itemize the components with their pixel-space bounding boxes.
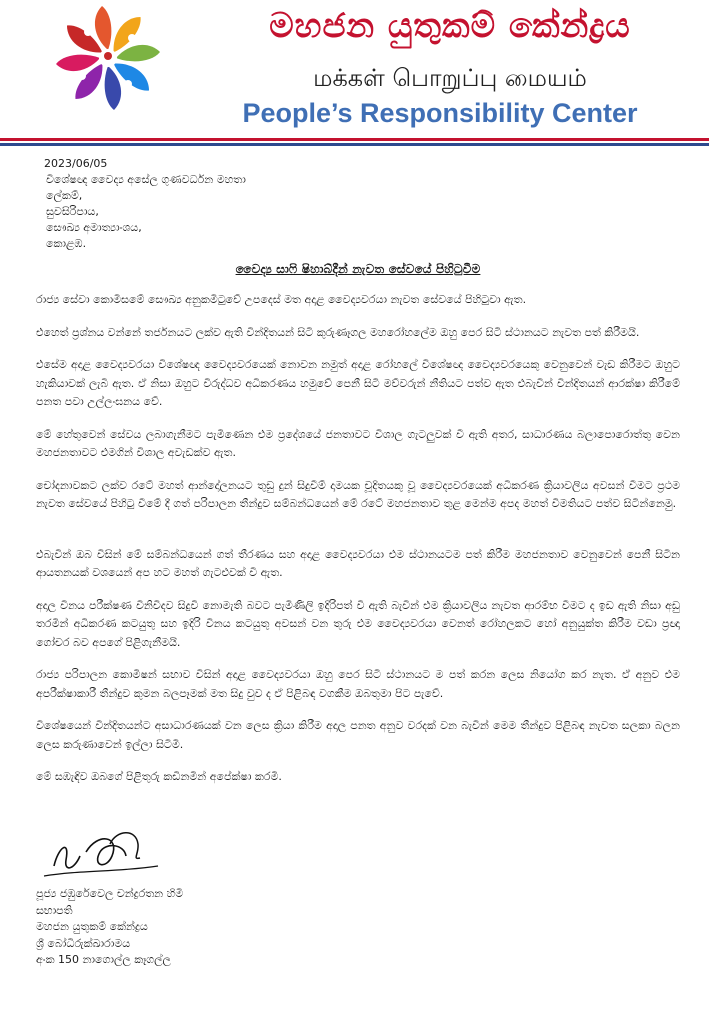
org-name-sinhala: මහජන යුතුකම් කේන්ද්‍රය [269, 6, 631, 46]
body-paragraph: එබැවින් ඔබ විසින් මේ සම්බන්ධයෙන් ගත් තීරණය සහ අදාළ වෛද්‍යවරයා එම ස්ථානයටම පත් කිරීම මහජනතාව වෙනුවෙන් පෙනී සිටින ආයතනයක් වශයෙන් අප හට මහත් ගැටළුවක් වී ඇත. [36, 547, 680, 579]
letterhead [0, 0, 709, 145]
signatory-address-line: ශ්‍රී බෝධිරුක්ඛාරාමය [36, 936, 131, 950]
body-paragraph: එහෙත් ප්‍රශ්නය වන්නේ තර්ජනයට ලක්ව ඇති වින්දිතයන් සිටි කුරුණෑගල මහරෝහලේම ඔහු පෙර සිටි ස්ථානයට නැවත පත් කිරීමයි. [36, 325, 640, 339]
body-paragraph: චෝදනාවකට ලක්ව රටේ මහත් ආන්දෝලනයට තුඩු දුන් සිදුවීම් දාමයක චූදිතයකු වූ වෛද්‍යවරයෙක් අධිකරණ ක්‍රියාවලිය අවසන් වීමට ප්‍රථම නැවත සේවයේ පිහිටු වීමේ දී ගත් පරිපාලන තීන්දුව සම්බන්ධයෙන් මේ රටේ මහජනතාව තුළ මෙන්ම අපද මහත් විමතියට පත්ව සිටින්නෙමු. [36, 478, 680, 510]
address-line: ලේකම්, [46, 189, 83, 202]
address-line: කොළඹ. [46, 237, 87, 250]
letter-body [36, 156, 680, 797]
body-paragraph: රාජ්‍ය පරිපාලන කොමිෂන් සභාව විසින් අදාළ වෛද්‍යවරයා ඔහු පෙර සිටි ස්ථානයට ම පත් කරන ලෙස නියෝග කර නැත. ඒ අනුව එම අපරීක්ෂාකාරී තීන්දුව කුමන බලපෑමක් මත සිදු වුව ද ඒ පිළිබඳ වගකීම ඔබතුමා පිට පැවේ. [36, 668, 680, 700]
signatory-name: පූජ්‍ය ජඹුරේවෙල චන්ද්‍රරතන හිමි [36, 887, 184, 900]
signatory-address-line: අංක 150 නාගොල්ල කෑගල්ල [36, 953, 171, 966]
organization-logo [52, 2, 164, 130]
org-name-english: People’s Responsibility Center [242, 98, 638, 128]
body-paragraph: එසේම අදාළ වෛද්‍යවරයා විශේෂඥ වෛද්‍යවරයෙක් නොවන නමුත් අදාළ රෝහලේ විශේෂඥ වෛද්‍යවරයෙකු වෙනුවෙන් වැඩ කිරීමට ඔහුට හැකියාවක් ලැබී ඇත. ඒ නිසා ඔහුට විරුද්ධව අධිකරණය හමුවේ පෙනී සිටි මව්වරුන් නීතියට පත්ව ඇත එබැවින් වින්දිතයන් ආරක්ෂා කිරීමේ පනත පවා උල්ලංඝනය වේ. [36, 358, 680, 408]
signatory-title: සභාපති [36, 903, 73, 917]
signature-block [36, 886, 183, 969]
body-paragraph: විශේෂයෙන් වින්දිතයන්ට අසාධාරණයක් වන ලෙස ක්‍රියා කිරීම අදාල පනත අනුව වරදක් වන බැවින් මෙම තීන්දුව පිළිබඳ නැවත සලකා බලන ලෙස කරුණාවෙන් ඉල්ලා සිටිමි. [36, 719, 680, 751]
address-line: සුවසිරිපාය, [46, 205, 99, 218]
letter-subject: වෛද්‍ය සාෆි ෂිහාබ්දීන් නැවත සේවයේ පිහිටුවීම [235, 262, 481, 276]
body-paragraph: අදාල විනය පරීක්ෂණ විනිවිදව සිදුවී නොමැති බවට පැමිණිලි ඉදිරිපත් වී ඇති බැවින් එම ක්‍රියාවලිය නැවත ආරම්භ වීමට ද ඉඩ ඇති නිසා අඩු තරමින් අධිකරණ කටයුතු සහ ඉදිරි විනය කටයුතු අවසන් වන තුරු එම වෛද්‍යවරයා වෙනත් රෝහලකට හෝ අනුයුක්ත කිරීම වඩා ප්‍රඥා ගෝචර බව අපගේ පිළිගැනීමයි. [36, 598, 680, 649]
handwritten-signature [40, 826, 170, 886]
letterhead-divider [0, 138, 709, 148]
org-name-tamil: மக்கள் பொறுப்பு மையம் [313, 64, 587, 92]
address-line: විශේෂඥ වෛද්‍ය අසේල ගුණවර්ධන මහතා [46, 173, 246, 186]
recipient-address [36, 172, 680, 252]
body-paragraph: රාජ්‍ය සේවා කොමිසමේ සෞඛ්‍ය අනුකමිටුවේ උපදෙස් මත අදාළ වෛද්‍යවරයා නැවත සේවයේ පිහිටුවා ඇත. [36, 293, 527, 306]
closing-line: මේ සඹැඳිව ඔබගේ පිළිතුරු කඩිනමින් අපේක්ෂා කරමි. [36, 770, 282, 783]
letter-date: 2023/06/05 [44, 157, 108, 170]
address-line: සෞඛ්‍ය අමාත්‍යාංශය, [46, 221, 142, 234]
signatory-organization: මහජන යුතුකම් කේන්ද්‍රය [36, 920, 148, 933]
body-paragraph: මේ හේතුවෙන් සේවය ලබාගැනීමට පැමිණෙන එම ප්‍රදේශයේ ජනතාවට විශාල ගැටලුවක් වී ඇති අතර, සාධාරණය බලාපොරොත්තු වෙන මහජනතාවට එමගින් විශාල අවැඩක්ව ඇත. [36, 427, 680, 459]
